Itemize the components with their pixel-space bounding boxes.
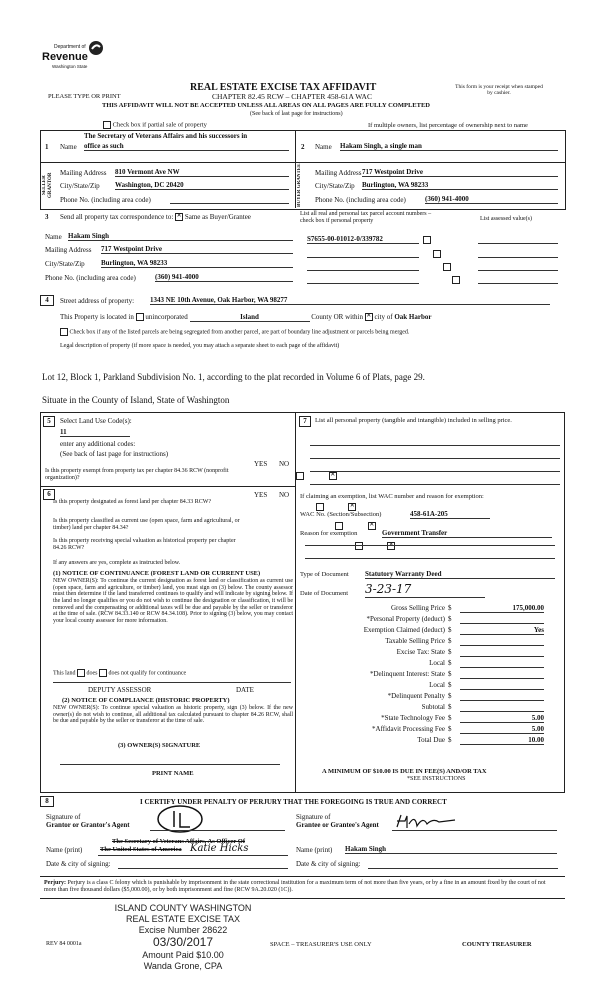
dor-logo: [42, 40, 102, 74]
notice-1-text: NEW OWNER(S): To continue the current designation as forest land or classification as current use (open space, farm and agriculture, or timber) land, you must sign on (3) below. The county assessor must then determine if the land transferred continues to qualify and will indicate by signing below. If the land no longer qualifies or you do not wish to continue the designation or classification, it will be removed and the compensating or additional taxes will be due and payable by the seller or transferor at the time of sale. (RCW 84.33.140 or RCW 84.34.108). Prior to signing (3) below, you may contact your local county assessor for more information.: [53, 578, 293, 625]
dollar-sign: $: [448, 648, 452, 656]
deputy-sig-line: [53, 682, 291, 683]
fee-row: [300, 659, 560, 670]
fee-label: *Delinquent Penalty: [387, 692, 445, 700]
grantor-date-city-label: Date & city of signing:: [46, 860, 111, 868]
s5-no-header: NO: [279, 460, 290, 468]
parcel-personal-checkbox-4[interactable]: [452, 276, 460, 284]
fee-value: [460, 703, 544, 712]
print-name-label: PRINT NAME: [152, 770, 194, 777]
fee-row: [300, 648, 560, 659]
correspondence-text: Send all property tax correspondence to:: [60, 213, 174, 221]
dollar-sign: $: [448, 736, 452, 744]
section-5-number: 5: [43, 416, 55, 427]
fee-value: [460, 637, 544, 646]
correspondence-label: [60, 213, 251, 221]
street-label: Street address of property:: [60, 297, 135, 305]
exempt-yes-checkbox[interactable]: [296, 472, 304, 480]
parcel-header: List all real and personal tax parcel account numbers – check box if personal property: [300, 211, 432, 224]
doc-date-value: 3-23-17: [365, 583, 485, 598]
buyer-address: 717 Westpoint Drive: [362, 168, 558, 177]
partial-sale[interactable]: [103, 121, 207, 129]
fee-value: Yes: [460, 626, 544, 635]
dollar-sign: $: [448, 681, 452, 689]
divider: [40, 486, 296, 487]
perjury-block: [44, 880, 559, 894]
grantee-signature-mark: [395, 812, 465, 832]
grantee-date-city-label: Date & city of signing:: [296, 860, 361, 868]
grantor-name-handwritten: Katie Hicks: [190, 843, 249, 854]
dollar-sign: $: [448, 604, 452, 612]
buyer-side-label: BUYER GRANTEE: [297, 163, 302, 207]
wac-label: WAC No. (Section/Subsection): [300, 511, 382, 518]
dollar-sign: $: [448, 615, 452, 623]
exempt-question: Is this property exempt from property tax per chapter 84.36 RCW (nonprofit organization)?: [45, 468, 229, 481]
grantor-name-label: Name (print): [46, 846, 83, 854]
corr-address-label: Mailing Address: [45, 246, 92, 254]
section-3-number: 3: [45, 213, 49, 221]
seller-name-label: Name: [60, 143, 77, 151]
fee-value: [460, 681, 544, 690]
column-divider: [295, 412, 296, 792]
section-1-number: 1: [45, 143, 49, 151]
dollar-sign: $: [448, 659, 452, 667]
fee-label: Exemption Claimed (deduct): [363, 626, 445, 634]
stamp-line-6: Wanda Grone, CPA: [143, 960, 223, 971]
s5-yes-header: YES: [254, 460, 268, 468]
minimum-due-note: A MINIMUM OF $10.00 IS DUE IN FEE(S) AND/OR TAX: [322, 768, 487, 775]
segregated-row: [60, 328, 560, 336]
parcel-line-4: [307, 283, 419, 284]
notice-1-title: (1) NOTICE OF CONTINUANCE (FOREST LAND OR CURRENT USE): [53, 570, 261, 577]
buyer-phone-label: Phone No. (including area code): [315, 196, 406, 204]
reason-line-3: [305, 558, 555, 559]
segregated-checkbox[interactable]: [60, 328, 68, 336]
fee-label: *Affidavit Processing Fee: [372, 725, 445, 733]
seller-city: Washington, DC 20420: [115, 181, 289, 190]
does-not-qualify-checkbox[interactable]: [99, 669, 107, 677]
dollar-sign: $: [448, 703, 452, 711]
parcel-personal-checkbox-3[interactable]: [443, 263, 451, 271]
corr-phone: (360) 941-4000: [155, 273, 293, 282]
fee-label: *Delinquent Interest: State: [369, 670, 445, 678]
segregated-label: Check box if any of the listed parcels are being segregated from another parcel, are part of boundary line adjustment or parcels being merged.: [69, 329, 410, 336]
fee-row: [300, 703, 560, 714]
historic-yes-checkbox[interactable]: [355, 542, 363, 550]
fee-value: 175,000.00: [460, 604, 544, 613]
current-use-question: Is this property classified as current use (open space, farm and agricultural, or timber) land per chapter 84.34?: [53, 518, 240, 531]
s6-yes-header: YES: [254, 491, 268, 499]
right-border: [564, 412, 565, 792]
s6-no-header: NO: [279, 491, 290, 499]
grantee-name: Hakam Singh: [345, 845, 557, 854]
assessed-line-4: [478, 283, 558, 284]
does-label: does: [86, 670, 98, 677]
legal-line-1: Lot 12, Block 1, Parkland Subdivision No. 1, according to the plat recorded in Volume 6 of Plats, page 29.: [42, 372, 425, 382]
fee-row: [300, 626, 560, 637]
deputy-date-label: DATE: [236, 686, 254, 694]
grantor-name-struck-2: The United States of America: [100, 846, 182, 853]
within-city-checkbox[interactable]: [365, 313, 373, 321]
does-qualify-checkbox[interactable]: [77, 669, 85, 677]
fee-row: [300, 681, 560, 692]
see-instructions-note: *SEE INSTRUCTIONS: [407, 776, 466, 782]
reason-value: Government Transfer: [382, 529, 552, 538]
divider: [40, 898, 565, 899]
section-6-number: 6: [43, 489, 55, 500]
located-in-label: This Property is located in: [60, 313, 134, 321]
buyer-name-label: Name: [315, 143, 332, 151]
parcel-personal-checkbox-2[interactable]: [433, 250, 441, 258]
logo-line-2: Revenue: [42, 51, 88, 63]
fee-label: Taxable Selling Price: [385, 637, 445, 645]
pp-line-3: [310, 471, 560, 472]
form-number: REV 84 0001a: [46, 941, 82, 947]
buyer-name: Hakam Singh, a single man: [340, 142, 558, 151]
divider: [40, 412, 565, 413]
buyer-city: Burlington, WA 98233: [362, 181, 558, 190]
see-back-note: (See back of last page for instructions): [250, 111, 343, 117]
grantee-sig-label-2: Grantee or Grantee's Agent: [296, 821, 379, 829]
stamp-line-2: REAL ESTATE EXCISE TAX: [125, 913, 241, 924]
fee-label: Local: [429, 681, 445, 689]
grantor-sig-line: [150, 830, 285, 831]
legal-label: Legal description of property (if more space is needed, you may attach a separate sheet to each page of the affidavit): [60, 343, 340, 349]
receipt-note: This form is your receipt when stamped by cashier.: [455, 84, 543, 97]
fee-value: [460, 648, 544, 657]
located-row: [60, 313, 560, 322]
perjury-text: Perjury is a class C felony which is punishable by imprisonment in the state correctional institution for a maximum term of not more than five years, or by a fine in an amount fixed by the court of not more than five thousand dollars ($5,000.00), or by both imprisonment and fine (RCW 9A.20.020 (1C)).: [44, 880, 546, 893]
fee-value: [460, 615, 544, 624]
type-or-print: PLEASE TYPE OR PRINT: [48, 93, 121, 100]
multiple-owners-note: If multiple owners, list percentage of ownership next to name: [368, 122, 528, 129]
doc-date-label: Date of Document: [300, 590, 349, 597]
corr-address: 717 Westpoint Drive: [101, 245, 293, 254]
county-treasurer-label: COUNTY TREASURER: [462, 941, 532, 948]
owner-sig-line: [60, 764, 280, 765]
fee-label: Gross Selling Price: [390, 604, 445, 612]
logo-swirl-icon: [88, 40, 104, 56]
fee-label: *Personal Property (deduct): [366, 615, 445, 623]
grantee-date-city-line: [368, 868, 558, 869]
deputy-assessor-label: DEPUTY ASSESSOR: [88, 686, 152, 694]
land-use-code: 11: [60, 428, 130, 437]
divider: [40, 876, 565, 877]
grantor-sig-label-1: Signature of: [46, 813, 81, 821]
fee-row: [300, 670, 560, 681]
parcel-line-2: [307, 257, 419, 258]
owner-signature-label: (3) OWNER(S) SIGNATURE: [118, 742, 201, 749]
fee-label: Total Due: [417, 736, 445, 744]
parcel-line-3: [307, 270, 419, 271]
partial-sale-checkbox[interactable]: [103, 121, 111, 129]
if-yes-note: If any answers are yes, complete as instructed below.: [53, 560, 181, 566]
fee-row: [300, 637, 560, 648]
logo-line-3: Washington State: [52, 64, 88, 69]
land-use-label: Select Land Use Code(s):: [60, 417, 132, 425]
seller-name-line2: office as such: [84, 142, 289, 151]
section-4-number: 4: [40, 295, 54, 306]
parcel-number: S7655-00-01012-0/339782: [307, 235, 419, 244]
fee-row: [300, 714, 560, 725]
form-title: REAL ESTATE EXCISE TAX AFFIDAVIT: [190, 82, 377, 93]
buyer-address-label: Mailing Address: [315, 169, 362, 177]
reason-line-2: [305, 545, 555, 546]
same-as-buyer-label: Same as Buyer/Grantee: [184, 213, 251, 221]
grantee-name-label: Name (print): [296, 846, 333, 854]
doc-type-value: Statutory Warranty Deed: [365, 570, 555, 579]
left-border: [40, 412, 41, 792]
continuance-row: [53, 669, 186, 677]
seller-phone-label: Phone No. (including area code): [60, 196, 151, 204]
notice-2-title: (2) NOTICE OF COMPLIANCE (HISTORIC PROPERTY): [62, 697, 230, 704]
same-as-buyer-checkbox[interactable]: [175, 213, 183, 221]
buyer-city-label: City/State/Zip: [315, 182, 355, 190]
current-use-no-checkbox[interactable]: [368, 522, 376, 530]
reason-label: Reason for exemption: [300, 530, 358, 537]
assessed-header: List assessed value(s): [480, 216, 532, 222]
legal-line-2: Situate in the County of Island, State of Washington: [42, 395, 230, 405]
corr-name: Hakam Singh: [68, 232, 293, 241]
grantee-sig-line: [392, 830, 557, 831]
stamp-line-3: Excise Number 28622: [138, 924, 228, 935]
chapters: CHAPTER 82.45 RCW – CHAPTER 458-61A WAC: [212, 92, 372, 101]
this-land-label: This land: [53, 670, 76, 677]
city-of-label: city of: [374, 313, 393, 321]
partial-sale-label: Check box if partial sale of property: [112, 121, 207, 129]
exemption-claim-label: If claiming an exemption, list WAC number and reason for exemption:: [300, 493, 484, 500]
street-address: 1343 NE 10th Avenue, Oak Harbor, WA 98277: [150, 296, 550, 305]
perjury-label: Perjury:: [44, 880, 66, 886]
dollar-sign: $: [448, 670, 452, 678]
fee-label: *State Technology Fee: [381, 714, 445, 722]
assessed-line-3: [478, 270, 558, 271]
personal-property-label: List all personal property (tangible and intangible) included in selling price.: [315, 417, 512, 424]
fee-row: [300, 604, 560, 615]
seller-name-line1: The Secretary of Veterans Affairs and his successors in: [84, 132, 248, 140]
dollar-sign: $: [448, 714, 452, 722]
divider: [295, 130, 296, 208]
unincorporated-label: unincorporated: [145, 313, 188, 321]
unincorporated-checkbox[interactable]: [136, 313, 144, 321]
historic-no-checkbox[interactable]: [387, 542, 395, 550]
land-use-see-back: (See back of last page for instructions): [60, 450, 169, 458]
county-value: Island: [190, 313, 310, 322]
dollar-sign: $: [448, 626, 452, 634]
fee-row: [300, 725, 560, 736]
pp-line-2: [310, 458, 560, 459]
does-not-label: does not qualify for continuance: [108, 670, 187, 677]
corr-name-label: Name: [45, 233, 62, 241]
corr-city-label: City/State/Zip: [45, 260, 85, 268]
grantor-date-city-line: [118, 868, 288, 869]
wac-number: 458-61A-205: [410, 510, 490, 519]
parcel-personal-checkbox-1[interactable]: [423, 236, 431, 244]
corr-phone-label: Phone No. (including area code): [45, 274, 136, 282]
pp-line-1: [310, 445, 560, 446]
seller-address: 810 Vermont Ave NW: [115, 168, 289, 177]
fee-label: Subtotal: [421, 703, 445, 711]
fee-value: 5.00: [460, 714, 544, 723]
grantor-name-line: [98, 855, 288, 856]
fee-label: Excise Tax: State: [396, 648, 445, 656]
pp-line-4: [310, 484, 560, 485]
section-2-number: 2: [301, 143, 305, 151]
dollar-sign: $: [448, 637, 452, 645]
certify-statement: I CERTIFY UNDER PENALTY OF PERJURY THAT THE FOREGOING IS TRUE AND CORRECT: [140, 798, 447, 806]
additional-codes: enter any additional codes:: [60, 440, 136, 448]
notice-2-text: NEW OWNER(S): To continue special valuation as historic property, sign (3) below. If the new owner(s) do not wish to continue, all additional tax calculated pursuant to chapter 84.26 RCW, shall be due and payable by the seller or transferor at the time of sale.: [53, 705, 293, 725]
fee-row: [300, 615, 560, 626]
assessed-line-1: [478, 243, 558, 244]
section-7-number: 7: [299, 416, 311, 427]
warning-text: THIS AFFIDAVIT WILL NOT BE ACCEPTED UNLESS ALL AREAS ON ALL PAGES ARE FULLY COMPLETED: [102, 102, 430, 109]
treasurer-space-label: SPACE – TREASURER'S USE ONLY: [270, 941, 372, 948]
grantor-sig-label-2: Grantor or Grantor's Agent: [46, 821, 130, 829]
seller-phone: [170, 195, 289, 204]
seller-address-label: Mailing Address: [60, 169, 107, 177]
fee-value: [460, 670, 544, 679]
seller-side-label: SELLER GRANTOR: [42, 172, 53, 198]
buyer-phone: (360) 941-4000: [425, 195, 558, 204]
stamp-line-1: ISLAND COUNTY WASHINGTON: [114, 903, 252, 913]
grantor-name-struck-1: The Secretary of Veterans Affairs, As Officer Of: [112, 838, 245, 845]
stamp-line-4: 03/30/2017: [152, 935, 214, 950]
stamp-line-5: Amount Paid $10.00: [142, 949, 224, 960]
dollar-sign: $: [448, 692, 452, 700]
fee-row: [300, 692, 560, 703]
seller-city-label: City/State/Zip: [60, 182, 100, 190]
exempt-no-checkbox[interactable]: [329, 472, 337, 480]
fee-label: Local: [429, 659, 445, 667]
treasurer-stamp: [108, 903, 258, 971]
assessed-line-2: [478, 257, 558, 258]
logo-line-1: Department of: [54, 44, 86, 50]
section-8-number: 8: [40, 796, 54, 807]
corr-city: Burlington, WA 98233: [101, 259, 293, 268]
fee-value: [460, 659, 544, 668]
divider: [40, 792, 565, 793]
fee-value: [460, 692, 544, 701]
forest-question: Is this property designated as forest land per chapter 84.33 RCW?: [53, 499, 212, 505]
historic-question: Is this property receiving special valuation as historical property per chapter 84.26 RCW?: [53, 538, 236, 551]
grantee-sig-label-1: Signature of: [296, 813, 331, 821]
fee-value: 5.00: [460, 725, 544, 734]
doc-type-label: Type of Document: [300, 571, 349, 578]
fee-row: [300, 736, 560, 747]
fee-table: [300, 604, 560, 747]
dollar-sign: $: [448, 725, 452, 733]
city-value: Oak Harbor: [394, 313, 432, 321]
county-or-label: County OR within: [311, 313, 363, 321]
fee-value: 10.00: [460, 736, 544, 745]
